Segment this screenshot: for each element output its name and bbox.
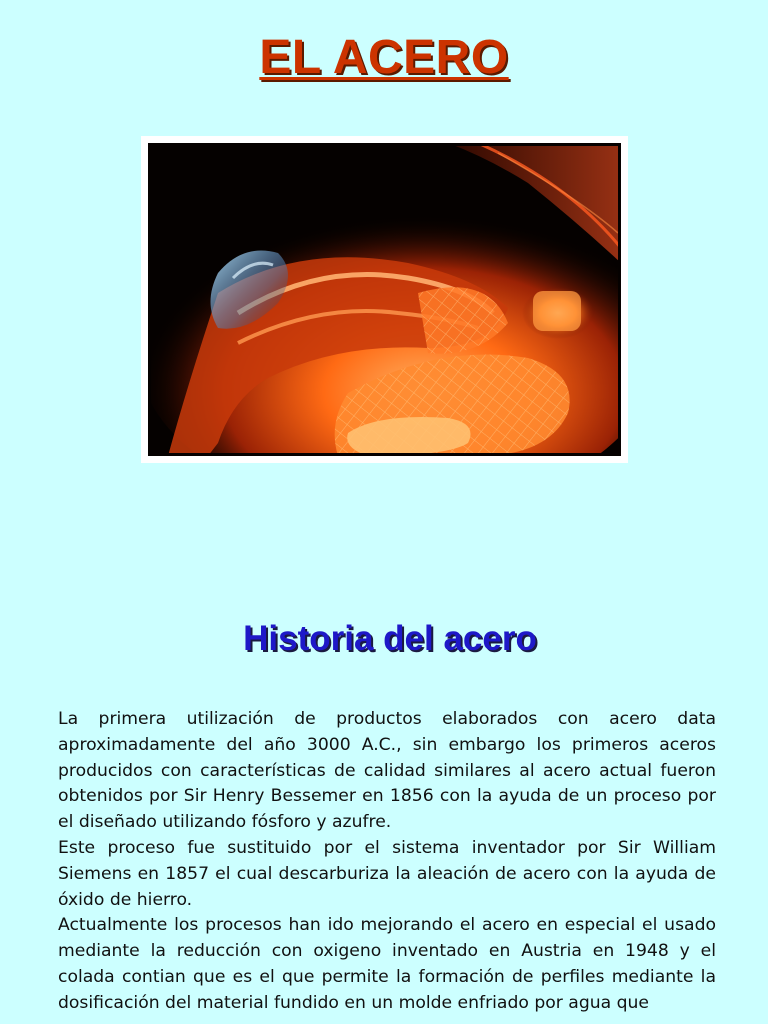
section-title: Historia del acero	[243, 619, 537, 658]
page-title: EL ACERO	[259, 31, 509, 84]
paragraph-3: Actualmente los procesos han ido mejorando el acero en especial el usado mediante la reducción con oxigeno inventado en Austria en 1948 y el colada contian que es el que permite la formación de perfiles mediante la dosificación del material fundido en un molde enfriado por agua que	[58, 915, 716, 1013]
paragraph-2: Este proceso fue sustituido por el sistema inventador por Sir William Siemens en 1857 el cual descarburiza la aleación de acero con la ayuda de óxido de hierro.	[58, 837, 716, 910]
paragraph-1: La primera utilización de productos elaborados con acero data aproximadamente del año 3000 A.C., sin embargo los primeros aceros producidos con características de calidad similares al acero actual fueron obtenidos por Sir Henry Bessemer en 1856 con la ayuda de un proceso por el diseñado utilizando fósforo y azufre.	[58, 709, 716, 833]
steel-photo-frame	[141, 136, 628, 463]
history-body-text	[58, 707, 716, 1017]
molten-steel-photo	[148, 143, 621, 456]
